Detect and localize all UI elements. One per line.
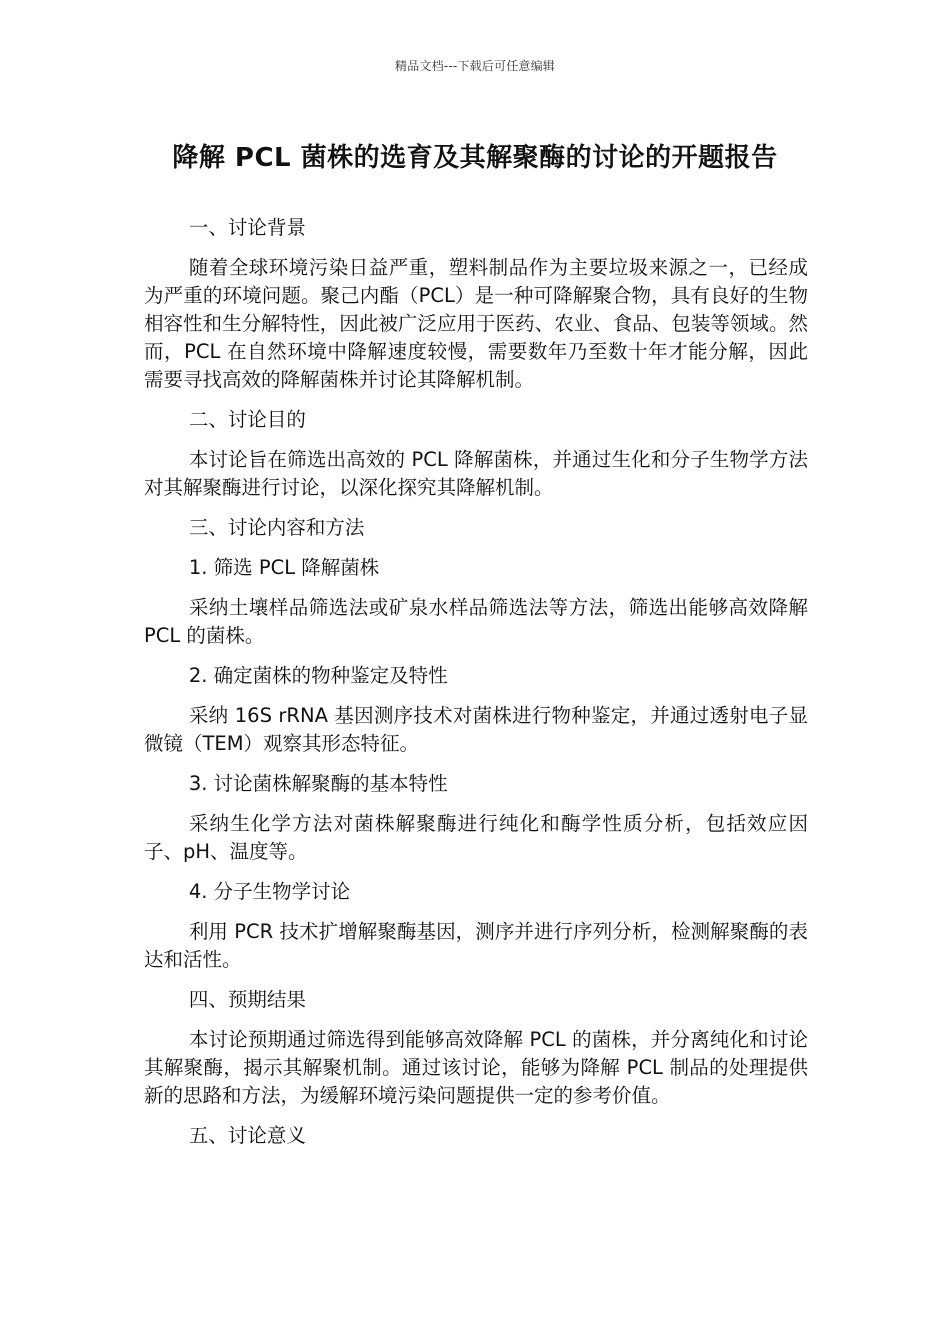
subheading-screening: 1. 筛选 PCL 降解菌株 — [188, 556, 380, 579]
subheading-enzyme-properties: 3. 讨论菌株解聚酶的基本特性 — [188, 772, 448, 795]
section-heading-content-methods: 三、讨论内容和方法 — [188, 516, 365, 539]
paragraph-molecular-biology: 利用 PCR 技术扩增解聚酶基因，测序并进行序列分析，检测解聚酶的表达和活性。 — [144, 920, 808, 971]
section-heading-background: 一、讨论背景 — [188, 216, 306, 239]
document-body — [144, 214, 808, 1162]
section-heading-significance: 五、讨论意义 — [188, 1124, 306, 1147]
paragraph-enzyme-properties: 采纳生化学方法对菌株解聚酶进行纯化和酶学性质分析，包括效应因子、pH、温度等。 — [144, 812, 808, 863]
header-note: 精品文档---下载后可任意编辑 — [395, 59, 555, 73]
subheading-molecular-biology: 4. 分子生物学讨论 — [188, 880, 351, 903]
paragraph-identification: 采纳 16S rRNA 基因测序技术对菌株进行物种鉴定，并通过透射电子显微镜（TEM）观察其形态特征。 — [144, 704, 808, 755]
section-heading-expected-results: 四、预期结果 — [188, 988, 306, 1011]
paragraph-background: 随着全球环境污染日益严重，塑料制品作为主要垃圾来源之一，已经成为严重的环境问题。聚己内酯（PCL）是一种可降解聚合物，具有良好的生物相容性和生分解特性，因此被广泛应用于医药、农业、食品、包装等领域。然而，PCL 在自然环境中降解速度较慢，需要数年乃至数十年才能分解，因此需要寻找高效的降解菌株并讨论其降解机制。 — [144, 256, 808, 391]
paragraph-screening: 采纳土壤样品筛选法或矿泉水样品筛选法等方法，筛选出能够高效降解 PCL 的菌株。 — [144, 596, 808, 647]
paragraph-purpose: 本讨论旨在筛选出高效的 PCL 降解菌株，并通过生化和分子生物学方法对其解聚酶进行讨论，以深化探究其降解机制。 — [144, 448, 808, 499]
document-title: 降解 PCL 菌株的选育及其解聚酶的讨论的开题报告 — [172, 143, 778, 173]
paragraph-expected-results: 本讨论预期通过筛选得到能够高效降解 PCL 的菌株，并分离纯化和讨论其解聚酶，揭示其解聚机制。通过该讨论，能够为降解 PCL 制品的处理提供新的思路和方法，为缓解环境污染问题提供一定的参考价值。 — [144, 1028, 808, 1107]
section-heading-purpose: 二、讨论目的 — [188, 408, 306, 431]
subheading-identification: 2. 确定菌株的物种鉴定及特性 — [188, 664, 448, 687]
